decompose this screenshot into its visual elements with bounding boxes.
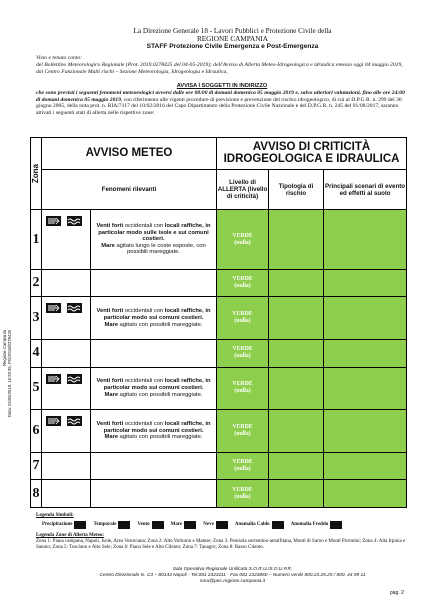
zone-row (31, 480, 407, 508)
zone-row (31, 410, 407, 453)
phenomena-description: Venti forti occidentali con locali raffiche, in particolar modo sulle isole e sui comuni costieri. Mare agitato lungo le coste esposte, con possibili mareggiate. (91, 210, 217, 270)
header-line-3: STAFF Protezione Civile Emergenza e Post-Emergenza (146, 43, 319, 50)
criticita-title: AVVISO DI CRITICITÀ IDROGEOLOGICA E IDRAULICA (217, 138, 407, 170)
meteo-title: AVVISO METEO (42, 138, 217, 170)
wind-icon (46, 374, 61, 384)
phenomena-icons (42, 452, 91, 480)
sea-icon (67, 216, 82, 226)
sea-icon (184, 521, 196, 529)
symbol-legend-label: Legenda Simboli: (36, 513, 74, 518)
legend-item: Temporale (93, 521, 130, 529)
thunderstorm-icon (118, 521, 130, 529)
risk-type (269, 210, 324, 270)
phenomena-icons (42, 410, 91, 453)
legend-item: Precipitazione (42, 521, 86, 529)
event-scenarios (324, 269, 407, 297)
zone-row (31, 210, 407, 270)
wind-icon (46, 416, 61, 426)
risk-type (269, 367, 324, 410)
rain-icon (74, 521, 86, 529)
heat-anomaly-icon (272, 521, 284, 529)
phenomena-icons (42, 339, 91, 367)
alert-level: VERDE (nulla) (217, 480, 269, 508)
tipologia-header: Tipologia di rischio (269, 169, 324, 209)
event-scenarios (324, 410, 407, 453)
phenomena-description: Venti forti occidentali con locali raffiche, in particolar modo sui comuni costieri. Mare agitato con possibili mareggiate. (91, 367, 217, 410)
event-scenarios (324, 210, 407, 270)
sea-icon (67, 374, 82, 384)
zone-number: 5 (31, 367, 42, 410)
event-scenarios (324, 480, 407, 508)
zona-header: Zona (31, 138, 42, 210)
livello-header: Livello di ALLERTA (livello di criticità) (217, 169, 269, 209)
phenomena-description (91, 452, 217, 480)
sea-icon (67, 303, 82, 313)
symbol-legend (36, 513, 349, 529)
header-line-2: REGIONE CAMPANIA (196, 35, 268, 43)
zone-row (31, 297, 407, 340)
phenomena-description: Venti forti occidentali con locali raffiche, in particolar modo sui comuni costieri. Mare agitato con possibili mareggiate. (91, 410, 217, 453)
protocol-stamp (2, 330, 12, 490)
risk-type (269, 297, 324, 340)
legend-item: Vento (137, 521, 163, 529)
zone-number: 8 (31, 480, 42, 508)
phenomena-icons (42, 269, 91, 297)
cold-anomaly-icon (330, 521, 342, 529)
alert-period: che sono previsti i seguenti fenomeni meteorologici avversi dalle ore 08:00 di domani domenica 05 maggio 2019 e, salvo ulteriori valutazioni, fino alle ore 24:00 di domani domenica 05 maggio 2019 (36, 90, 405, 103)
event-scenarios (324, 297, 407, 340)
zone-number: 3 (31, 297, 42, 340)
page-number: pag. 2 (390, 590, 404, 596)
zone-row (31, 269, 407, 297)
legend-item: Mare (171, 521, 197, 529)
zone-number: 6 (31, 410, 42, 453)
protocol-stamp-line-2: Data: 04/05/2019, 16:29:35, PG/2019/0278426 (7, 330, 12, 418)
event-scenarios (324, 339, 407, 367)
scenari-header: Principali scenari di evento ed effetti al suolo (324, 169, 407, 209)
phenomena-description (91, 269, 217, 297)
intro-paragraph-1: del Bollettino Meteorologico Regionale (Prot. 2019.0278425 del 04-05-2019); dell'Avviso di Allerta Meteo-Idrogeologica e idraulica emesso oggi 04 maggio 2019, dal Centro Funzionale Multi rischi – Sezione Meteorologia, Idrogeologia e Idraulica, (36, 62, 403, 75)
phenomena-description (91, 480, 217, 508)
alert-table (30, 137, 407, 508)
zone-row (31, 339, 407, 367)
alert-level: VERDE (nulla) (217, 339, 269, 367)
alert-level: VERDE (nulla) (217, 410, 269, 453)
fenomeni-header: Fenomeni rilevanti (42, 169, 217, 209)
zone-row (31, 367, 407, 410)
phenomena-icons (42, 210, 91, 270)
intro-visto: Visto e tenuto conto: (36, 55, 83, 61)
risk-type (269, 339, 324, 367)
wind-icon (46, 216, 61, 226)
zone-row (31, 452, 407, 480)
footer-email: soru@pec.regione.campania.it (199, 579, 266, 584)
wind-icon (46, 303, 61, 313)
zone-number: 2 (31, 269, 42, 297)
alert-level: VERDE (nulla) (217, 269, 269, 297)
zone-legend-label: Legenda Zone di Allerta Meteo: (36, 533, 105, 538)
legend-item: Anomalia Caldo (235, 521, 284, 529)
risk-type (269, 269, 324, 297)
footer-line-2: Centro Direzionale Is. C3 – 80143 Napoli - Tel.081 2323111 - Fax 081 2323860 – Numero verde 800.23.25.25 / 800. 44 99 11 (99, 573, 366, 578)
alert-references: , con riferimento alle vigenti procedure di previsione e prevenzione del rischio idrogeologico, di cui al D.P.G.R. n. 299 del 30 giugno 2005, della nota prot. n. RIA/7117 del 10/02/2016 del Capo Dipartimento della Protezione Civile Nazionale e del D.P.G.R. n. 245 del 01/08/2017, saranno attivati i seguenti stati di allerta nelle rispettive zone: (36, 96, 402, 116)
sea-icon (67, 416, 82, 426)
zone-number: 4 (31, 339, 42, 367)
zone-legend-text: Zona 1: Piana campana, Napoli, Isole, Area Vesuviana; Zona 2: Alto Volturno e Matese; Zona 3: Penisola sorrentino-amalfitana, Monti di Sarno e Monti Picentini; Zona 4: Alta Irpinia e Sannio; Zona 5: Tusciano e Alto Sele; Zona 6: Piana Sele e Alto Cilento; Zona 7: Tanagro; Zona 8: Basso Cilento. (36, 539, 406, 550)
header-line-1: La Direzione Generale 18 - Lavori Pubblici e Protezione Civile della (133, 27, 332, 35)
zone-number: 1 (31, 210, 42, 270)
phenomena-icons (42, 297, 91, 340)
avvisa-heading: AVVISA I SOGGETTI IN INDIRIZZO (176, 83, 268, 89)
alert-level: VERDE (nulla) (217, 210, 269, 270)
risk-type (269, 410, 324, 453)
risk-type (269, 480, 324, 508)
snow-icon (216, 521, 228, 529)
legend-item: Anomalia Freddo (291, 521, 343, 529)
intro-paragraph-2 (36, 90, 408, 116)
alert-level: VERDE (nulla) (217, 367, 269, 410)
header (60, 27, 405, 51)
footer (60, 567, 405, 585)
event-scenarios (324, 452, 407, 480)
phenomena-icons (42, 367, 91, 410)
wind-icon (152, 521, 164, 529)
phenomena-icons (42, 480, 91, 508)
phenomena-description: Venti forti occidentali con locali raffiche, in particolar modo sui comuni costieri. Mare agitato con possibili mareggiate. (91, 297, 217, 340)
protocol-stamp-line-1: Regione Campania (2, 330, 7, 366)
phenomena-description (91, 339, 217, 367)
zone-legend (36, 533, 406, 551)
alert-level: VERDE (nulla) (217, 297, 269, 340)
alert-level: VERDE (nulla) (217, 452, 269, 480)
risk-type (269, 452, 324, 480)
zone-number: 7 (31, 452, 42, 480)
footer-line-1: Sala Operativa Regionale Unificata S.O.R.U./S.O.U.P.R. (172, 567, 293, 572)
legend-item: Neve (203, 521, 228, 529)
event-scenarios (324, 367, 407, 410)
